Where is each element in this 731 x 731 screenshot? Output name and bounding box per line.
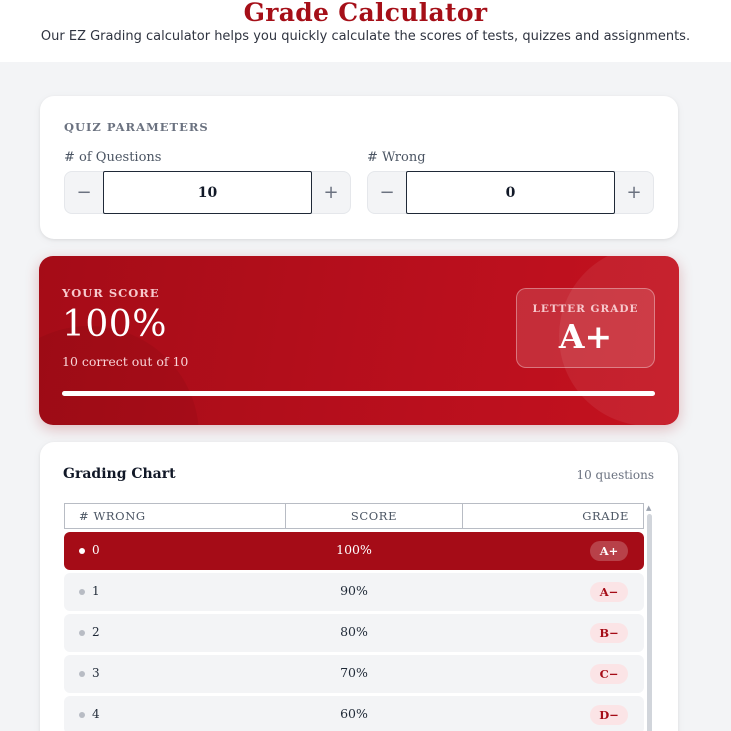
- letter-grade-box: [516, 288, 655, 368]
- row-score: 100%: [336, 542, 372, 557]
- page-subtitle: Our EZ Grading calculator helps you quickly calculate the scores of tests, quizzes and assignments.: [40, 29, 691, 44]
- table-row[interactable]: [64, 696, 644, 731]
- wrong-label: # Wrong: [367, 150, 426, 165]
- questions-stepper: [64, 171, 351, 214]
- column-header-score: SCORE: [285, 503, 463, 529]
- scroll-up-arrow-icon[interactable]: ▲: [646, 504, 652, 512]
- scroll-thumb[interactable]: [647, 514, 652, 731]
- wrong-input[interactable]: [406, 171, 615, 214]
- page-title: Grade Calculator: [243, 0, 488, 27]
- questions-input[interactable]: [103, 171, 312, 214]
- score-progress-fill: [62, 391, 655, 396]
- quiz-parameters-card: [40, 96, 678, 239]
- row-score: 70%: [340, 665, 368, 680]
- page-header: [0, 0, 731, 62]
- column-header-grade: GRADE: [462, 503, 644, 529]
- quiz-parameters-heading: QUIZ PARAMETERS: [64, 120, 209, 134]
- table-header: [64, 503, 644, 529]
- row-wrong-count: 3: [92, 666, 100, 680]
- wrong-decrement-button[interactable]: −: [379, 182, 395, 203]
- score-label: YOUR SCORE: [62, 286, 160, 300]
- row-grade-badge: A+: [590, 541, 628, 561]
- table-scrollbar[interactable]: [646, 504, 652, 731]
- row-grade-badge: B−: [590, 623, 628, 643]
- grading-chart-title: Grading Chart: [63, 466, 176, 482]
- wrong-stepper: [367, 171, 654, 214]
- row-grade-badge: D−: [590, 705, 628, 725]
- questions-label: # of Questions: [64, 150, 162, 165]
- letter-grade-value: A+: [558, 317, 613, 356]
- grading-chart-card: [40, 442, 678, 731]
- row-score: 90%: [340, 583, 368, 598]
- question-count: 10 questions: [576, 468, 654, 482]
- score-progress-bar: [62, 391, 655, 396]
- row-wrong-count: 0: [92, 543, 100, 557]
- row-wrong-count: 1: [92, 584, 100, 598]
- table-row[interactable]: [64, 532, 644, 570]
- table-row[interactable]: [64, 614, 644, 652]
- row-grade-badge: C−: [590, 664, 628, 684]
- table-row[interactable]: [64, 655, 644, 693]
- questions-decrement-button[interactable]: −: [76, 182, 92, 203]
- row-score: 60%: [340, 706, 368, 721]
- questions-increment-button[interactable]: +: [323, 182, 339, 203]
- table-row[interactable]: [64, 573, 644, 611]
- score-value: 100%: [62, 304, 167, 345]
- wrong-increment-button[interactable]: +: [626, 182, 642, 203]
- score-detail: 10 correct out of 10: [62, 354, 189, 369]
- score-card: [39, 256, 679, 425]
- letter-grade-label: LETTER GRADE: [532, 303, 639, 315]
- row-grade-badge: A−: [590, 582, 628, 602]
- row-wrong-count: 2: [92, 625, 100, 639]
- row-wrong-count: 4: [92, 707, 100, 721]
- column-header-wrong: # WRONG: [64, 503, 286, 529]
- row-score: 80%: [340, 624, 368, 639]
